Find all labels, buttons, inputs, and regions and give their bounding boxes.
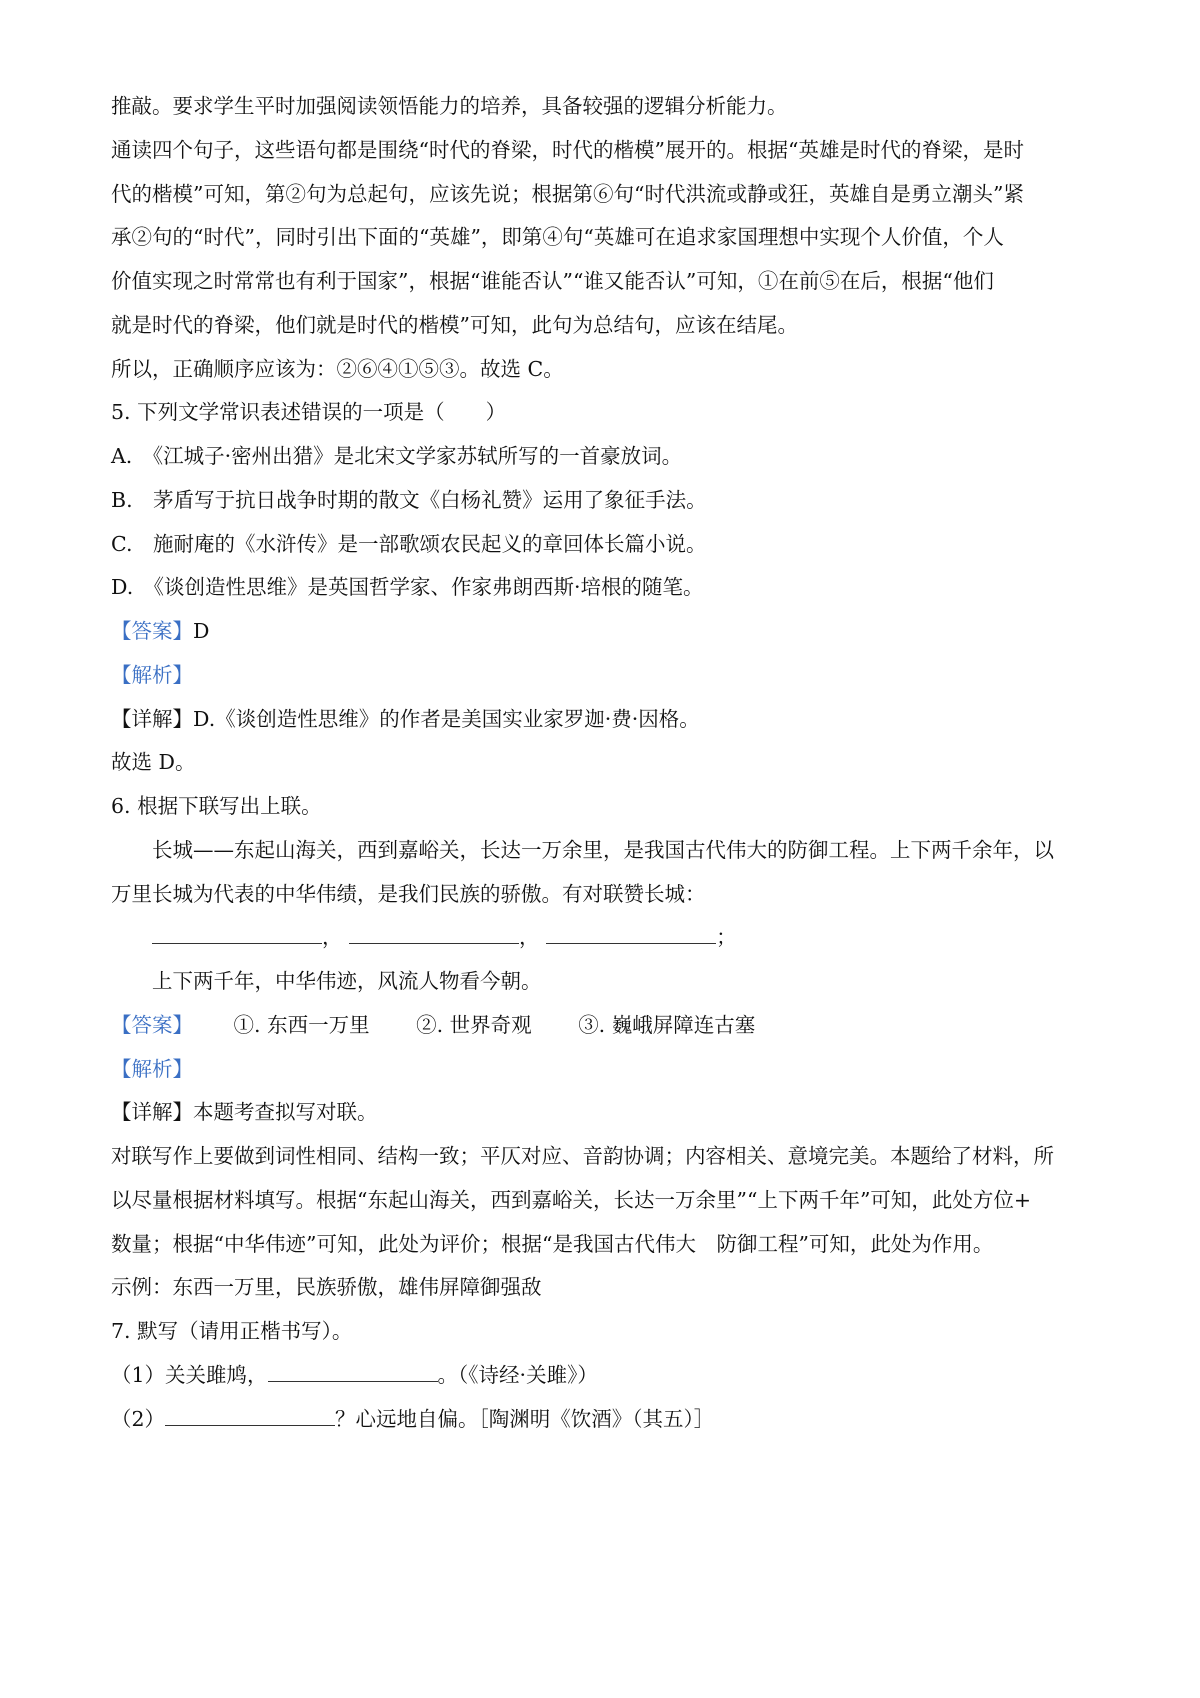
answer-value: D [193, 619, 210, 643]
answer-item-1: ①. 东西一万里 [233, 1013, 370, 1037]
q7-item-1 [111, 1361, 1101, 1389]
semicolon: ； [716, 925, 737, 949]
q6-analysis [111, 1055, 1101, 1083]
q5-option-b: B. 茅盾写于抗日战争时期的散文《白杨礼赞》运用了象征手法。 [111, 488, 707, 512]
blank-2[interactable] [349, 925, 519, 944]
q6-answer [111, 1011, 1101, 1039]
item-suffix: 。（《诗经·关雎》） [437, 1363, 598, 1387]
answer-item-2: ②. 世界奇观 [416, 1013, 532, 1037]
q5-detail [111, 705, 1101, 733]
text-line: 通读四个句子，这些语句都是围绕“时代的脊梁，时代的楷模”展开的。根据“英雄是时代的脊梁，是时 [111, 138, 1024, 162]
blank-q7-1[interactable] [268, 1363, 438, 1382]
q7-item-2 [111, 1405, 1101, 1433]
blank-3[interactable] [546, 925, 716, 944]
comma: ， [519, 925, 540, 949]
answer-label: 【答案】 [111, 1013, 193, 1037]
q7-question: 7. 默写（请用正楷书写）。 [111, 1319, 353, 1343]
detail-text: D.《谈创造性思维》的作者是美国实业家罗迦·费·因格。 [193, 707, 700, 731]
q6-question: 6. 根据下联写出上联。 [111, 794, 322, 818]
answer-item-3: ③. 巍峨屏障连古塞 [578, 1013, 756, 1037]
q5-option-c: C. 施耐庵的《水浒传》是一部歌颂农民起义的章回体长篇小说。 [111, 532, 707, 556]
detail-label: 【详解】 [111, 707, 193, 731]
q6-paragraph: 万里长城为代表的中华伟绩，是我们民族的骄傲。有对联赞长城： [111, 882, 706, 906]
detail-label: 【详解】 [111, 1100, 193, 1124]
q6-explanation: 以尽量根据材料填写。根据“东起山海关，西到嘉峪关，长达一万余里”“上下两千年”可知，此处方位+ [111, 1188, 1032, 1212]
item-suffix: ？心远地自偏。［陶渊明《饮酒》（其五）］ [335, 1407, 715, 1431]
analysis-label: 【解析】 [111, 1057, 193, 1081]
analysis-label: 【解析】 [111, 663, 193, 687]
text-line: 价值实现之时常常也有利于国家”，根据“谁能否认”“谁又能否认”可知，①在前⑤在后，根据“他们 [111, 269, 994, 293]
text-line: 所以，正确顺序应该为：②⑥④①⑤③。故选 C。 [111, 357, 564, 381]
item-prefix: （1）关关雎鸠， [111, 1363, 268, 1387]
q6-paragraph: 长城——东起山海关，西到嘉峪关，长达一万余里，是我国古代伟大的防御工程。上下两千余年，以 [152, 838, 1054, 862]
q5-analysis [111, 661, 1101, 689]
text-line: 承②句的“时代”，同时引出下面的“英雄”，即第④句“英雄可在追求家国理想中实现个人价值，个人 [111, 225, 1004, 249]
text-line: 就是时代的脊梁，他们就是时代的楷模”可知，此句为总结句，应该在结尾。 [111, 313, 798, 337]
q6-blank-row [152, 923, 1142, 951]
text-line: 代的楷模”可知，第②句为总起句，应该先说；根据第⑥句“时代洪流或静或狂，英雄自是勇立潮头”紧 [111, 182, 1024, 206]
text-line: 推敲。要求学生平时加强阅读领悟能力的培养，具备较强的逻辑分析能力。 [111, 94, 788, 118]
q5-option-d: D. 《谈创造性思维》是英国哲学家、作家弗朗西斯·培根的随笔。 [111, 575, 704, 599]
answer-label: 【答案】 [111, 619, 193, 643]
blank-1[interactable] [152, 925, 322, 944]
q5-option-a: A. 《江城子·密州出猎》是北宋文学家苏轼所写的一首豪放词。 [111, 444, 683, 468]
q5-conclusion: 故选 D。 [111, 750, 196, 774]
q6-detail [111, 1098, 1101, 1126]
q6-example: 示例：东西一万里，民族骄傲，雄伟屏障御强敌 [111, 1275, 542, 1299]
q5-question: 5. 下列文学常识表述错误的一项是（ ） [111, 400, 507, 424]
item-prefix: （2） [111, 1407, 166, 1431]
q6-explanation: 数量；根据“中华伟迹”可知，此处为评价；根据“是我国古代伟大 防御工程”可知，此处为作用。 [111, 1232, 994, 1256]
comma: ， [322, 925, 343, 949]
blank-q7-2[interactable] [165, 1407, 335, 1426]
detail-text: 本题考查拟写对联。 [193, 1100, 378, 1124]
q6-explanation: 对联写作上要做到词性相同、结构一致；平仄对应、音韵协调；内容相关、意境完美。本题给了材料，所 [111, 1144, 1054, 1168]
q6-lower-couplet: 上下两千年，中华伟迹，风流人物看今朝。 [152, 969, 542, 993]
q5-answer [111, 617, 1101, 645]
